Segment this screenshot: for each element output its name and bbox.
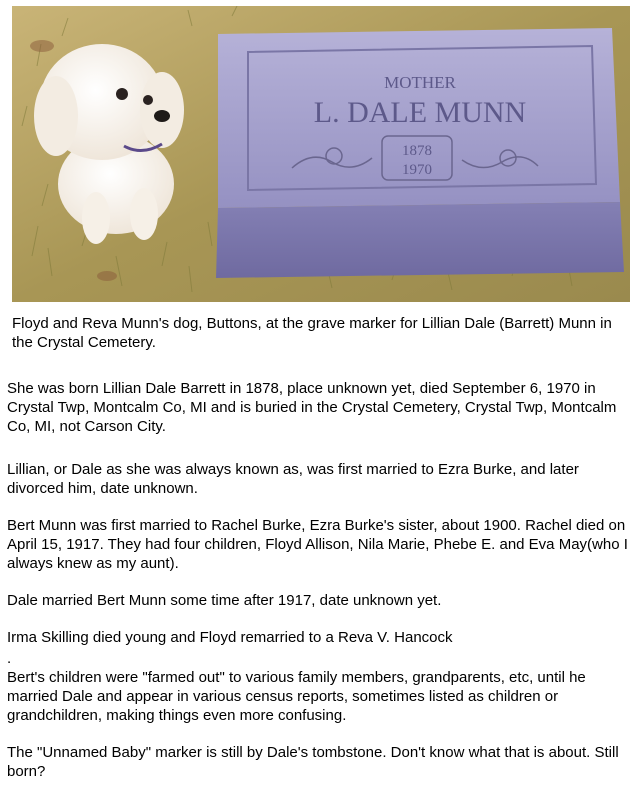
stone-birth-year: 1878 [402,143,432,159]
stone-mother-text: MOTHER [384,73,456,92]
paragraph-irma-skilling: Irma Skilling died young and Floyd remarried to a Reva V. Hancock [7,629,453,646]
dog-eye-icon [116,88,128,100]
paragraph-bert-munn: Bert Munn was first married to Rachel Burke, Ezra Burke's sister, about 1900. Rachel died on April 15, 1917. They had four children, Floyd Allison, Nila Marie, Phebe E. and Eva May(who I always knew as my aunt). [7,517,628,572]
photo-illustration [12,6,630,302]
paragraph-children-farmed-out: Bert's children were "farmed out" to various family members, grandparents, etc, until he married Dale and appear in various census reports, sometimes listed as children or grandchildren, making things even more confusing. [7,669,586,724]
gravestone [216,28,624,278]
paragraph-unnamed-baby: The "Unnamed Baby" marker is still by Dale's tombstone. Don't know what that is about. Still born? [7,744,619,780]
photo-caption: Floyd and Reva Munn's dog, Buttons, at the grave marker for Lillian Dale (Barrett) Munn in the Crystal Cemetery. [12,315,612,351]
stone-name-text: L. DALE MUNN [313,96,527,129]
paragraph-birth-death: She was born Lillian Dale Barrett in 1878, place unknown yet, died September 6, 1970 in Crystal Twp, Montcalm Co, MI and is buried in the Crystal Cemetery, Crystal Twp, Montcalm Co, MI, not Carson City. [7,380,617,435]
stone-death-year: 1970 [402,162,432,178]
paragraph-dale-married-bert: Dale married Bert Munn some time after 1917, date unknown yet. [7,592,442,609]
photo-grave-marker-with-dog [12,6,630,302]
paragraph-first-marriage: Lillian, or Dale as she was always known as, was first married to Ezra Burke, and later divorced him, date unknown. [7,461,579,497]
dog-nose-icon [154,110,170,122]
paragraph-dot: . [7,650,12,667]
